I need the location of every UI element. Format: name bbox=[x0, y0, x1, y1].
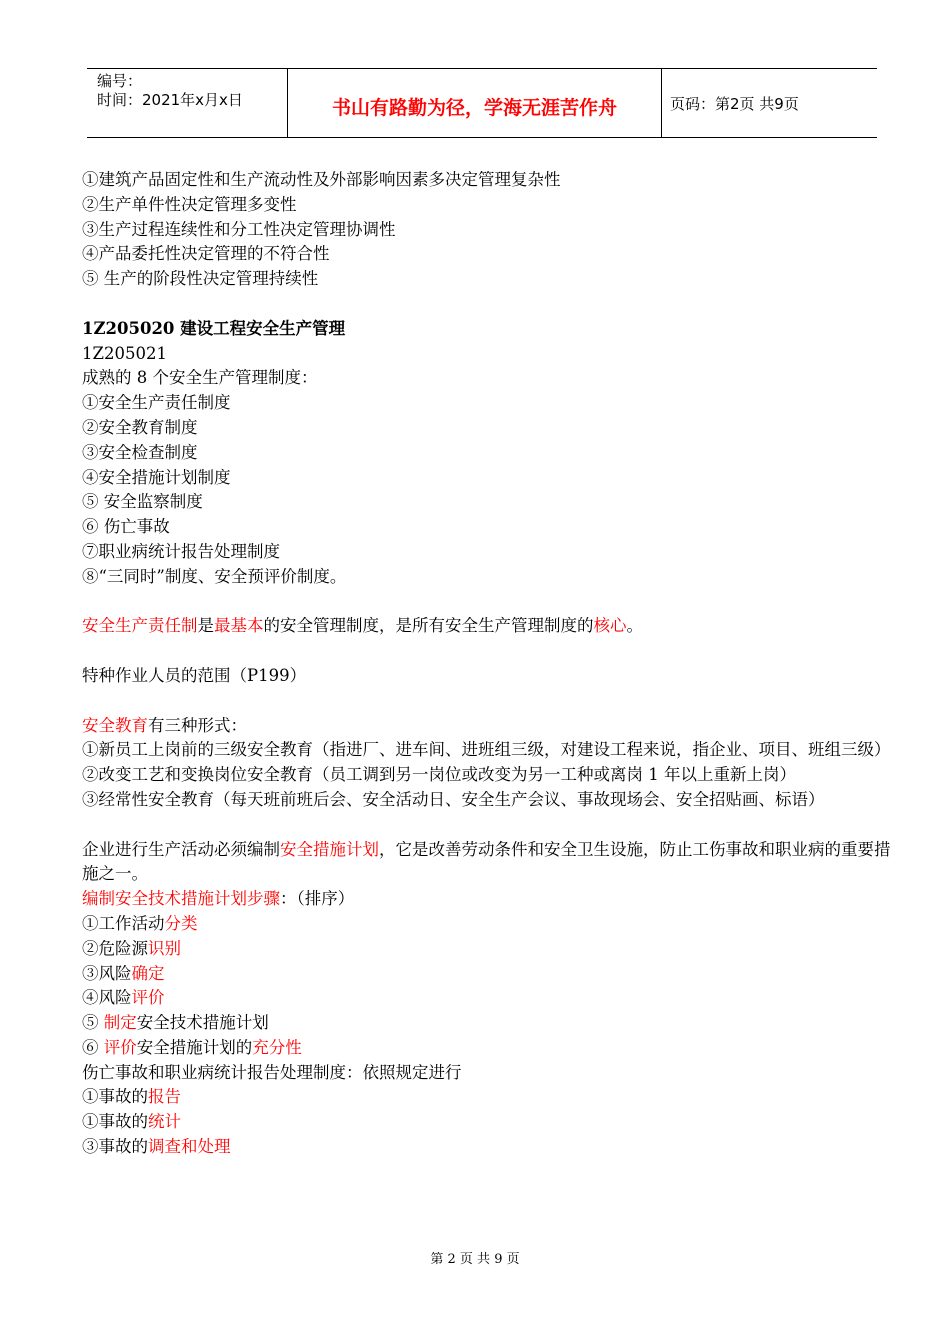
document-body bbox=[82, 168, 897, 1160]
list-item: ⑤ 生产的阶段性决定管理持续性 bbox=[82, 269, 319, 289]
highlight-text: 安全生产责任制 bbox=[82, 616, 198, 636]
education-title bbox=[82, 714, 897, 739]
list-item: ②生产单件性决定管理多变性 bbox=[82, 194, 297, 214]
list-item: ②改变工艺和变换岗位安全教育（员工调到另一岗位或改变为另一工种或离岗 1 年以上重新上岗） bbox=[82, 765, 796, 785]
list-item: ②安全教育制度 bbox=[82, 417, 198, 437]
body-text: ③风险 bbox=[82, 963, 132, 983]
body-text: ①事故的 bbox=[82, 1087, 148, 1107]
highlight-text: 评价 bbox=[131, 988, 165, 1008]
body-text: 是 bbox=[197, 616, 214, 636]
highlight-text: 确定 bbox=[131, 963, 165, 983]
accident-intro: 伤亡事故和职业病统计报告处理制度：依照规定进行 bbox=[82, 1062, 462, 1082]
body-text: ②危险源 bbox=[82, 938, 148, 958]
list-item: ①安全生产责任制度 bbox=[82, 393, 231, 413]
list-item bbox=[82, 1110, 897, 1135]
header-number: 编号： bbox=[97, 72, 143, 90]
body-text: ：（排序） bbox=[280, 889, 355, 909]
list-item bbox=[82, 1011, 897, 1036]
list-item bbox=[82, 937, 897, 962]
highlight-text: 编制安全技术措施计划步骤 bbox=[82, 889, 280, 909]
body-text: ⑥ bbox=[82, 1037, 104, 1057]
list-item: ④安全措施计划制度 bbox=[82, 467, 231, 487]
systems-intro: 成熟的 8 个安全生产管理制度： bbox=[82, 368, 318, 388]
body-text: ①工作活动 bbox=[82, 913, 165, 933]
highlight-text: 分类 bbox=[164, 913, 198, 933]
header-page-number: 页码：第2页 共9页 bbox=[670, 94, 799, 113]
page-header bbox=[87, 68, 877, 138]
highlight-text: 识别 bbox=[148, 938, 181, 958]
list-item: ④产品委托性决定管理的不符合性 bbox=[82, 244, 330, 264]
header-meta bbox=[87, 69, 288, 137]
header-motto: 书山有路勤为径，学海无涯苦作舟 bbox=[288, 69, 662, 137]
body-text: 安全措施计划的 bbox=[136, 1037, 253, 1057]
list-item: ⑤ 安全监察制度 bbox=[82, 492, 203, 512]
list-item bbox=[82, 1135, 897, 1160]
body-text: 安全技术措施计划 bbox=[136, 1013, 269, 1033]
body-text: ⑤ bbox=[82, 1013, 104, 1033]
highlight-text: 评价 bbox=[103, 1037, 137, 1057]
body-text: ，它是改善劳动条件和安全卫生设施，防止工伤事故和职业病的重要措施之一。 bbox=[82, 839, 891, 884]
header-time: 时间：2021年x月x日 bbox=[97, 91, 243, 109]
list-item: ③安全检查制度 bbox=[82, 442, 198, 462]
special-workers-note: 特种作业人员的范围（P199） bbox=[82, 665, 307, 685]
highlight-text: 最基本 bbox=[214, 616, 264, 636]
list-item: ③生产过程连续性和分工性决定管理协调性 bbox=[82, 219, 396, 239]
list-item bbox=[82, 1036, 897, 1061]
core-sentence bbox=[82, 614, 897, 639]
body-text: 。 bbox=[626, 616, 643, 636]
list-item bbox=[82, 962, 897, 987]
highlight-text: 安全措施计划 bbox=[280, 839, 379, 859]
body-text: 的安全管理制度，是所有安全生产管理制度的 bbox=[263, 616, 594, 636]
list-item: ⑥ 伤亡事故 bbox=[82, 517, 170, 537]
plan-paragraph bbox=[82, 838, 897, 888]
section-code: 1Z205021 bbox=[82, 343, 167, 363]
list-item bbox=[82, 986, 897, 1011]
list-item: ①建筑产品固定性和生产流动性及外部影响因素多决定管理复杂性 bbox=[82, 170, 561, 189]
highlight-text: 调查和处理 bbox=[148, 1137, 231, 1157]
highlight-text: 核心 bbox=[593, 616, 627, 636]
list-item: ⑧“三同时”制度、安全预评价制度。 bbox=[82, 566, 347, 586]
highlight-text: 统计 bbox=[148, 1112, 181, 1132]
section-title: 1Z205020 建设工程安全生产管理 bbox=[82, 318, 346, 338]
highlight-text: 充分性 bbox=[252, 1037, 302, 1057]
steps-title bbox=[82, 887, 897, 912]
page-footer: 第 2 页 共 9 页 bbox=[430, 1252, 520, 1267]
body-text: ①事故的 bbox=[82, 1112, 148, 1132]
highlight-text: 报告 bbox=[148, 1087, 181, 1107]
body-text: 企业进行生产活动必须编制 bbox=[82, 839, 280, 859]
list-item: ⑦职业病统计报告处理制度 bbox=[82, 541, 280, 561]
body-text: ④风险 bbox=[82, 988, 132, 1008]
list-item bbox=[82, 1085, 897, 1110]
list-item bbox=[82, 912, 897, 937]
body-text: ③事故的 bbox=[82, 1137, 148, 1157]
highlight-text: 制定 bbox=[103, 1013, 137, 1033]
list-item: ①新员工上岗前的三级安全教育（指进厂、进车间、进班组三级，对建设工程来说，指企业、项目、班组三级） bbox=[82, 740, 891, 760]
body-text: 有三种形式： bbox=[148, 715, 247, 735]
highlight-text: 安全教育 bbox=[82, 715, 148, 735]
list-item: ③经常性安全教育（每天班前班后会、安全活动日、安全生产会议、事故现场会、安全招贴画、标语） bbox=[82, 789, 825, 809]
